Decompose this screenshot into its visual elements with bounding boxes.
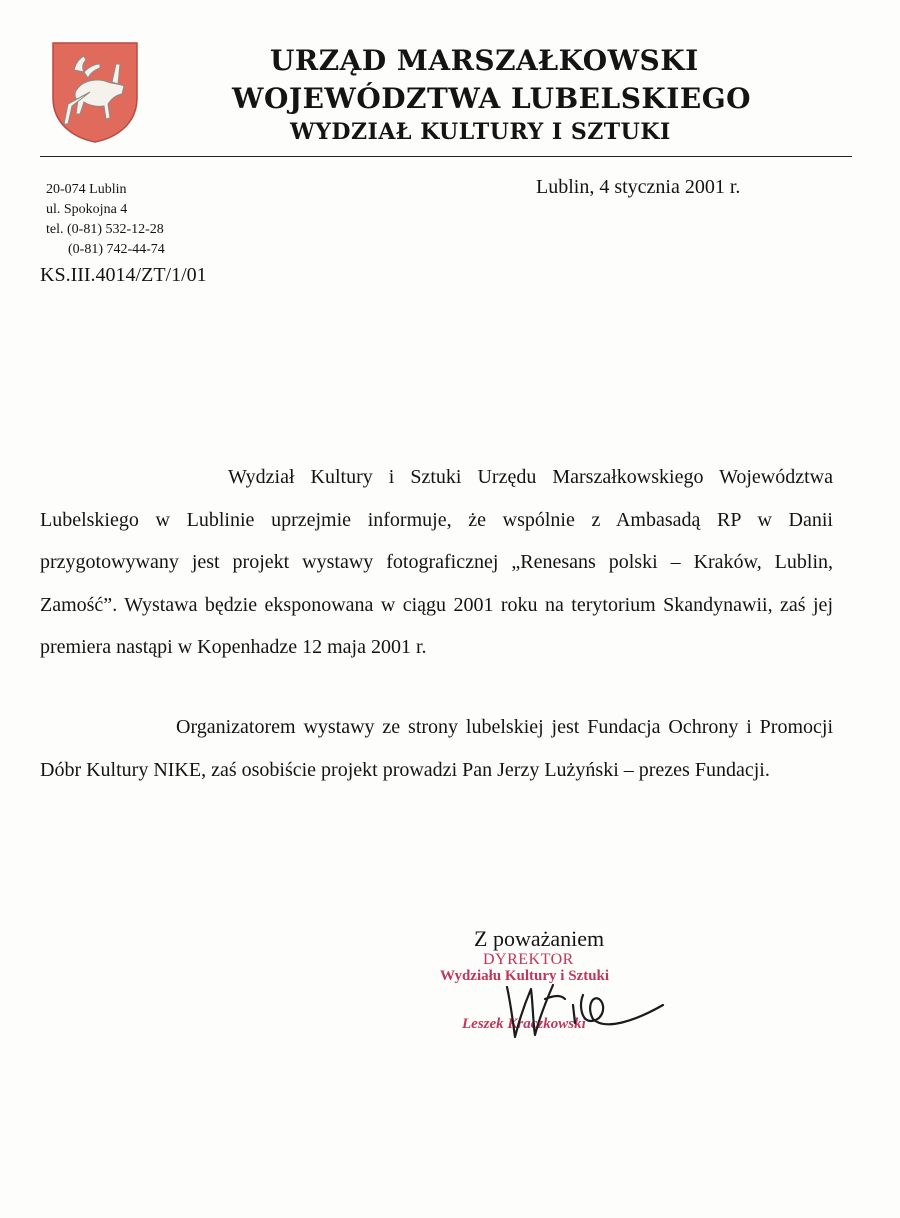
stamp-department: Wydziału Kultury i Sztuki (440, 968, 610, 984)
voivodeship-title: WOJEWÓDZTWA LUBELSKIEGO (232, 82, 752, 115)
address-street: ul. Spokojna 4 (46, 202, 128, 217)
sender-address (46, 180, 165, 260)
address-phone-1: tel. (0-81) 532-12-28 (46, 222, 164, 237)
paragraph-text: Wydział Kultury i Sztuki Urzędu Marszałkowskiego Województwa Lubelskiego w Lublinie uprzejmie informuje, że wspólnie z Ambasadą RP w Danii przygotowywany jest projekt wystawy fotograficznej „Renesans polski – Kraków, Lublin, Zamość”. Wystawa będzie eksponowana w ciągu 2001 roku na terytorium Skandynawii, zaś jej premiera nastąpi w Kopenhadze 12 maja 2001 r. (40, 466, 833, 658)
closing-regards: Z poważaniem (474, 926, 605, 951)
letter-paragraph-1 (40, 456, 833, 669)
paragraph-text: Organizatorem wystawy ze strony lubelskiej jest Fundacja Ochrony i Promocji Dóbr Kultury NIKE, zaś osobiście projekt prowadzi Pan Jerzy Lużyński – prezes Fundacji. (40, 716, 833, 781)
department-title: WYDZIAŁ KULTURY I SZTUKI (290, 119, 671, 145)
address-postal: 20-074 Lublin (46, 182, 127, 197)
letter-date: Lublin, 4 stycznia 2001 r. (536, 176, 741, 198)
reference-number: KS.III.4014/ZT/1/01 (40, 264, 207, 286)
address-phone-2: (0-81) 742-44-74 (68, 242, 165, 257)
office-title: URZĄD MARSZAŁKOWSKI (270, 44, 699, 77)
stamp-name: Leszek Kraczkowski (462, 1016, 586, 1032)
header-divider (40, 156, 852, 157)
stamp-title: DYREKTOR (483, 951, 574, 968)
handwritten-signature-icon (495, 965, 675, 1045)
lublin-deer-crest-icon (50, 40, 140, 144)
letter-paragraph-2 (40, 706, 833, 791)
